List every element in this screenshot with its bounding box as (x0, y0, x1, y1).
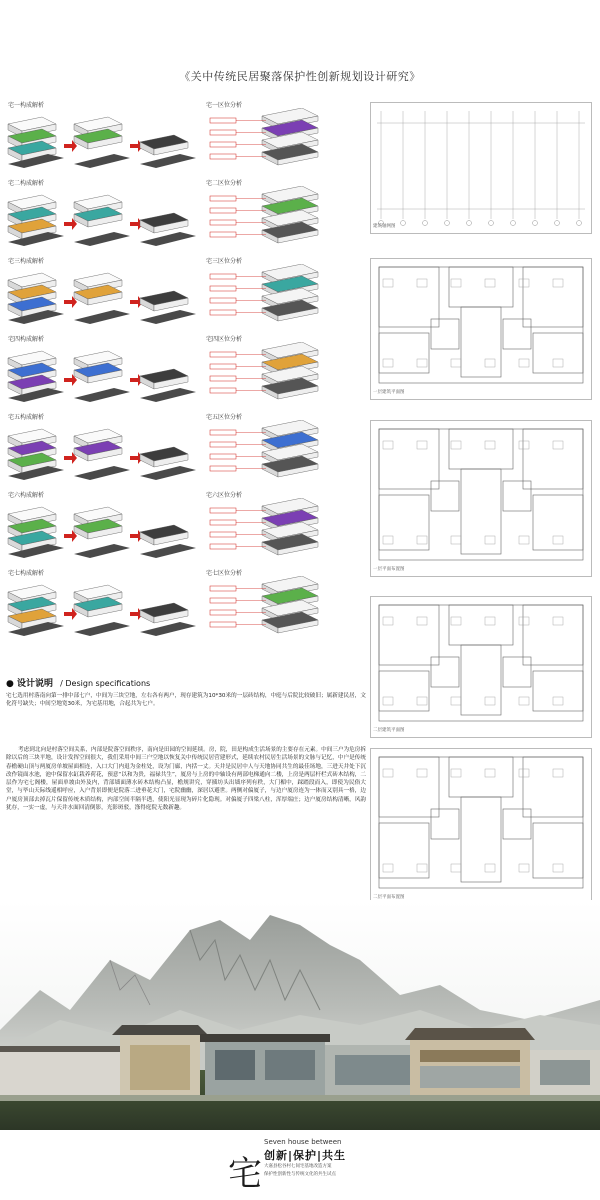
exploded-stack (140, 135, 196, 168)
exploded-stack (140, 291, 196, 324)
location-exploded-diagram-3 (204, 264, 354, 328)
exploded-axonometric-6 (4, 498, 200, 562)
location-exploded-diagram-2 (204, 186, 354, 250)
exploded-stack (140, 447, 196, 480)
exploded-axonometric-4 (4, 342, 200, 406)
floor-plan-5 (370, 748, 592, 905)
exploded-stack (74, 117, 130, 168)
exploded-axonometric-7 (4, 576, 200, 640)
exploded-stack (74, 351, 130, 402)
exploded-stack (140, 213, 196, 246)
design-paragraph-body: 考虑到北向是村落空间关系，内部是院落空间秩序，南向是田园的空间延续。房，院，田是构成生活场景的主要存在元素。中间三户为危房拆除以后的三块平地，设计发挥空间很大，我们采用中间三户空地以恢复关中传统民居营建形式，延续农村民居生活场景的文脉与记忆，中户是传统春檐硬山顶与两厦房单坡屋面相连，入口大门内退为金柱处，设为门廊，内括一丈。天井是民居中人与天地协同共生的最佳场地，三进天井处下沉改作镜面水池，池中保留水缸栽养荷花，预意“以和为贵，福禄共生”，厦房与上房的中轴设有两部电梯通向二楼，上房是两层杆栏式砖木结构，二层作为宅七阁楼，屋面单坡由外及内，背部墙面薄水砖木结构凸显，檐规讲究，穿插坊头出墙序列有秩，大门楣中，踩踏段而入，即使为民俗大堂，与毕山天际线遥相呼应，入户背景即便是院落二进垂花大门，宅院幽幽，深居以避世。两侧对偏厦子，与边户厦房连为一体而又别具一格，边户厦房顶部去掉瓦片保留传统木质结构，内部空间半隔半透，使阳光显现为碎片化隐现。对偏厦子四梁八柱，浑厚端庄；边户厦房结构清晰，风韵犹存，一实一虚，与天井水面回清倒影，光影斑驳，涤得庭院无数新趣。 (6, 747, 366, 812)
floor-plan-4 (370, 596, 592, 738)
section-label-location-5: 宅五区位分析 (206, 414, 243, 421)
floor-plan-1 (370, 102, 592, 234)
location-exploded-diagram-7 (204, 576, 354, 640)
section-label-composition-4: 宅四构成解析 (8, 336, 45, 343)
section-label-location-4: 宅四区位分析 (206, 336, 243, 343)
logo-glyph: 宅 (228, 1154, 262, 1194)
exploded-stack (74, 195, 130, 246)
plan-caption-1: 建筑轴网图 (373, 224, 396, 229)
design-heading-cn: 设计说明 (17, 679, 54, 689)
section-label-location-2: 宅二区位分析 (206, 180, 243, 187)
section-label-composition-1: 宅一构成解析 (8, 102, 45, 109)
exploded-axonometric-3 (4, 264, 200, 328)
plan-caption-3: 一层平面布置图 (373, 567, 405, 572)
exploded-stack (140, 603, 196, 636)
logo-line-2: 保护性创新性与传统文化的共生试点 (264, 1172, 336, 1177)
plan-caption-4: 二层建筑平面图 (373, 728, 405, 733)
plan-caption-2: 一层建筑平面图 (373, 390, 405, 395)
bullet-icon: ● (6, 679, 14, 689)
poster-title: 《关中传统民居聚落保护性创新规划设计研究》 (179, 70, 421, 83)
plan-caption-5: 二层平面布置图 (373, 895, 405, 900)
project-logo (228, 1132, 388, 1198)
section-label-composition-2: 宅二构成解析 (8, 180, 45, 187)
section-label-location-3: 宅三区位分析 (206, 258, 243, 265)
section-label-composition-7: 宅七构成解析 (8, 570, 45, 577)
location-exploded-diagram-4 (204, 342, 354, 406)
section-label-composition-6: 宅六构成解析 (8, 492, 45, 499)
exploded-stack (8, 273, 64, 324)
section-label-composition-5: 宅五构成解析 (8, 414, 45, 421)
logo-slogan: 创新|保护|共生 (264, 1149, 347, 1162)
exploded-stack (140, 525, 196, 558)
exploded-stack (74, 273, 130, 324)
exploded-axonometric-1 (4, 108, 200, 172)
hero-rendering (0, 900, 600, 1130)
exploded-axonometric-5 (4, 420, 200, 484)
exploded-stack (140, 369, 196, 402)
section-label-location-1: 宅一区位分析 (206, 102, 243, 109)
design-heading-en: / Design specifications (60, 679, 151, 688)
exploded-stack (74, 429, 130, 480)
floor-plan-3 (370, 420, 592, 577)
section-label-composition-3: 宅三构成解析 (8, 258, 45, 265)
floor-plan-2 (370, 258, 592, 400)
location-exploded-diagram-6 (204, 498, 354, 562)
exploded-stack (8, 429, 64, 480)
exploded-stack (8, 351, 64, 402)
exploded-stack (74, 507, 130, 558)
exploded-stack (8, 585, 64, 636)
design-paragraph-intro: 宅七选用村落南向第一排中部七户，中间为三块空地，左右各有两户，现存建筑为10*30米的一层砖结构，中庭与后院比较破旧；属新建民居，文化符号缺失；中间空地宽30米，为宅基用地，合起共为七户。 (6, 693, 366, 708)
location-exploded-diagram-1 (204, 108, 354, 172)
location-exploded-diagram-5 (204, 420, 354, 484)
section-label-location-7: 宅七区位分析 (206, 570, 243, 577)
design-spec-heading (6, 676, 150, 689)
section-label-location-6: 宅六区位分析 (206, 492, 243, 499)
exploded-stack (74, 585, 130, 636)
logo-english: Seven house between (264, 1138, 342, 1146)
logo-line-1: 大嘉县松谷村七间宅基地改造方案 (264, 1164, 332, 1169)
exploded-stack (8, 117, 64, 168)
exploded-axonometric-2 (4, 186, 200, 250)
exploded-stack (8, 507, 64, 558)
exploded-stack (8, 195, 64, 246)
